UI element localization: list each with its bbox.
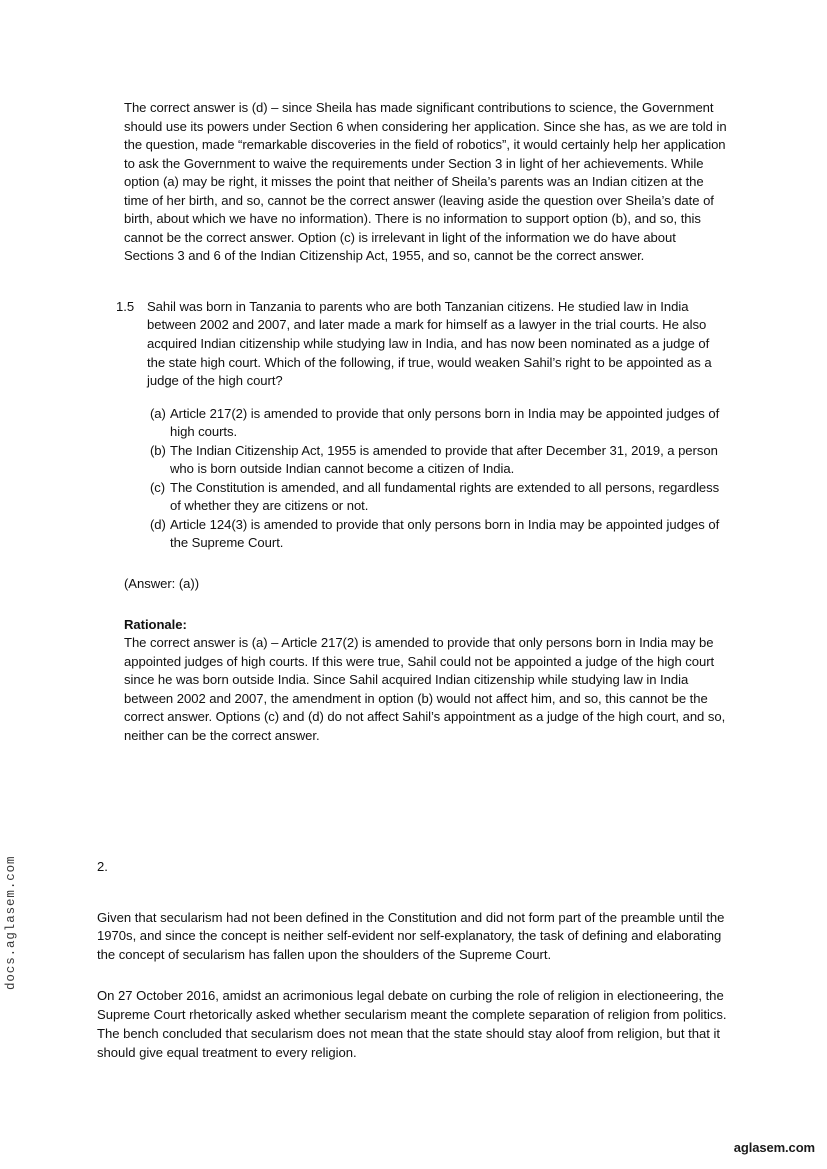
spacer: [124, 594, 728, 616]
spacer: [124, 553, 728, 575]
spacer: [124, 391, 728, 405]
question-text: Sahil was born in Tanzania to parents who are both Tanzanian citizens. He studied law in India between 2002 and 2007, and later made a mark for himself as a lawyer in the trial courts. He also acquired Indian citizenship while studying law in India, and has now been nominated as a judge of the state high court. Which of the following, if true, would weaken Sahil’s right to be appointed as a judge of the high court?: [147, 298, 712, 389]
option-d-label: (d): [150, 516, 166, 532]
question-number: 1.5: [116, 298, 135, 314]
option-b[interactable]: [150, 442, 728, 479]
option-a[interactable]: [150, 405, 728, 442]
rationale-paragraph: The correct answer is (a) – Article 217(2) is amended to provide that only persons born in India may be appointed judges of high courts. If this were true, Sahil could not be appointed a judge of the high court since he was born outside India. Since Sahil acquired Indian citizenship while studying law in India between 2002 and 2007, the amendment in option (b) would not affect him, and so, this cannot be the correct answer. Options (c) and (d) do not affect Sahil’s appointment as a judge of the high court, and so, neither can be the correct answer.: [124, 635, 726, 743]
option-b-label: (b): [150, 442, 166, 458]
section-two-paragraph-1: Given that secularism had not been defined in the Constitution and did not form part of the preamble until the 1970s, and since the concept is neither self-evident nor self-explanatory, the task of defining and elaborating the concept of secularism has fallen upon the shoulders of the Supreme Court.: [97, 909, 725, 963]
option-a-text: Article 217(2) is amended to provide that only persons born in India may be appointed judges of high courts.: [170, 405, 720, 440]
option-c[interactable]: [150, 479, 728, 516]
rationale-heading: Rationale:: [124, 616, 187, 632]
option-b-text: The Indian Citizenship Act, 1955 is amended to provide that after December 31, 2019, a person who is born outside Indian cannot become a citizen of India.: [170, 442, 718, 477]
option-c-label: (c): [150, 479, 166, 495]
section-one: [116, 99, 728, 745]
option-a-label: (a): [150, 405, 166, 421]
option-d-text: Article 124(3) is amended to provide that only persons born in India may be appointed judges of the Supreme Court.: [170, 516, 720, 551]
spacer: [124, 266, 728, 298]
answer-key-line: (Answer: (a)): [124, 576, 200, 592]
section-two-paragraph-2: On 27 October 2016, amidst an acrimonious legal debate on curbing the role of religion in electioneering, the Supreme Court rhetorically asked whether secularism meant the complete separation of religion from politics. The bench concluded that secularism does not mean that the state should stay aloof from religion, but that it should give equal treatment to every religion.: [97, 988, 727, 1060]
section-two-number: 2.: [97, 859, 108, 874]
footer-brand-logo: aglasem.com: [733, 1140, 815, 1155]
question-1-5: [116, 298, 727, 391]
spacer: [97, 877, 729, 909]
section-two: [97, 858, 729, 1063]
option-d[interactable]: [150, 516, 728, 553]
previous-rationale-paragraph: The correct answer is (d) – since Sheila has made significant contributions to science, the Government should use its powers under Section 6 when considering her application. Since she has, as we are told in the question, made “remarkable discoveries in the field of robotics”, it would certainly help her application to ask the Government to waive the requirements under Section 3 in light of her achievements. While option (a) may be right, it misses the point that neither of Sheila’s parents was an Indian citizen at the time of her birth, and so, cannot be the correct answer (leaving aside the question over Sheila’s date of birth, about which we have no information). There is no information to support option (b), and so, this cannot be the correct answer. Option (c) is irrelevant in light of the information we do have about Sections 3 and 6 of the Indian Citizenship Act, 1955, and so, cannot be the correct answer.: [124, 100, 727, 264]
option-c-text: The Constitution is amended, and all fundamental rights are extended to all persons, regardless of whether they are citizens or not.: [170, 479, 720, 514]
spacer: [97, 965, 729, 987]
answer-options-list: [150, 405, 728, 553]
side-watermark: docs.aglasem.com: [4, 855, 18, 990]
